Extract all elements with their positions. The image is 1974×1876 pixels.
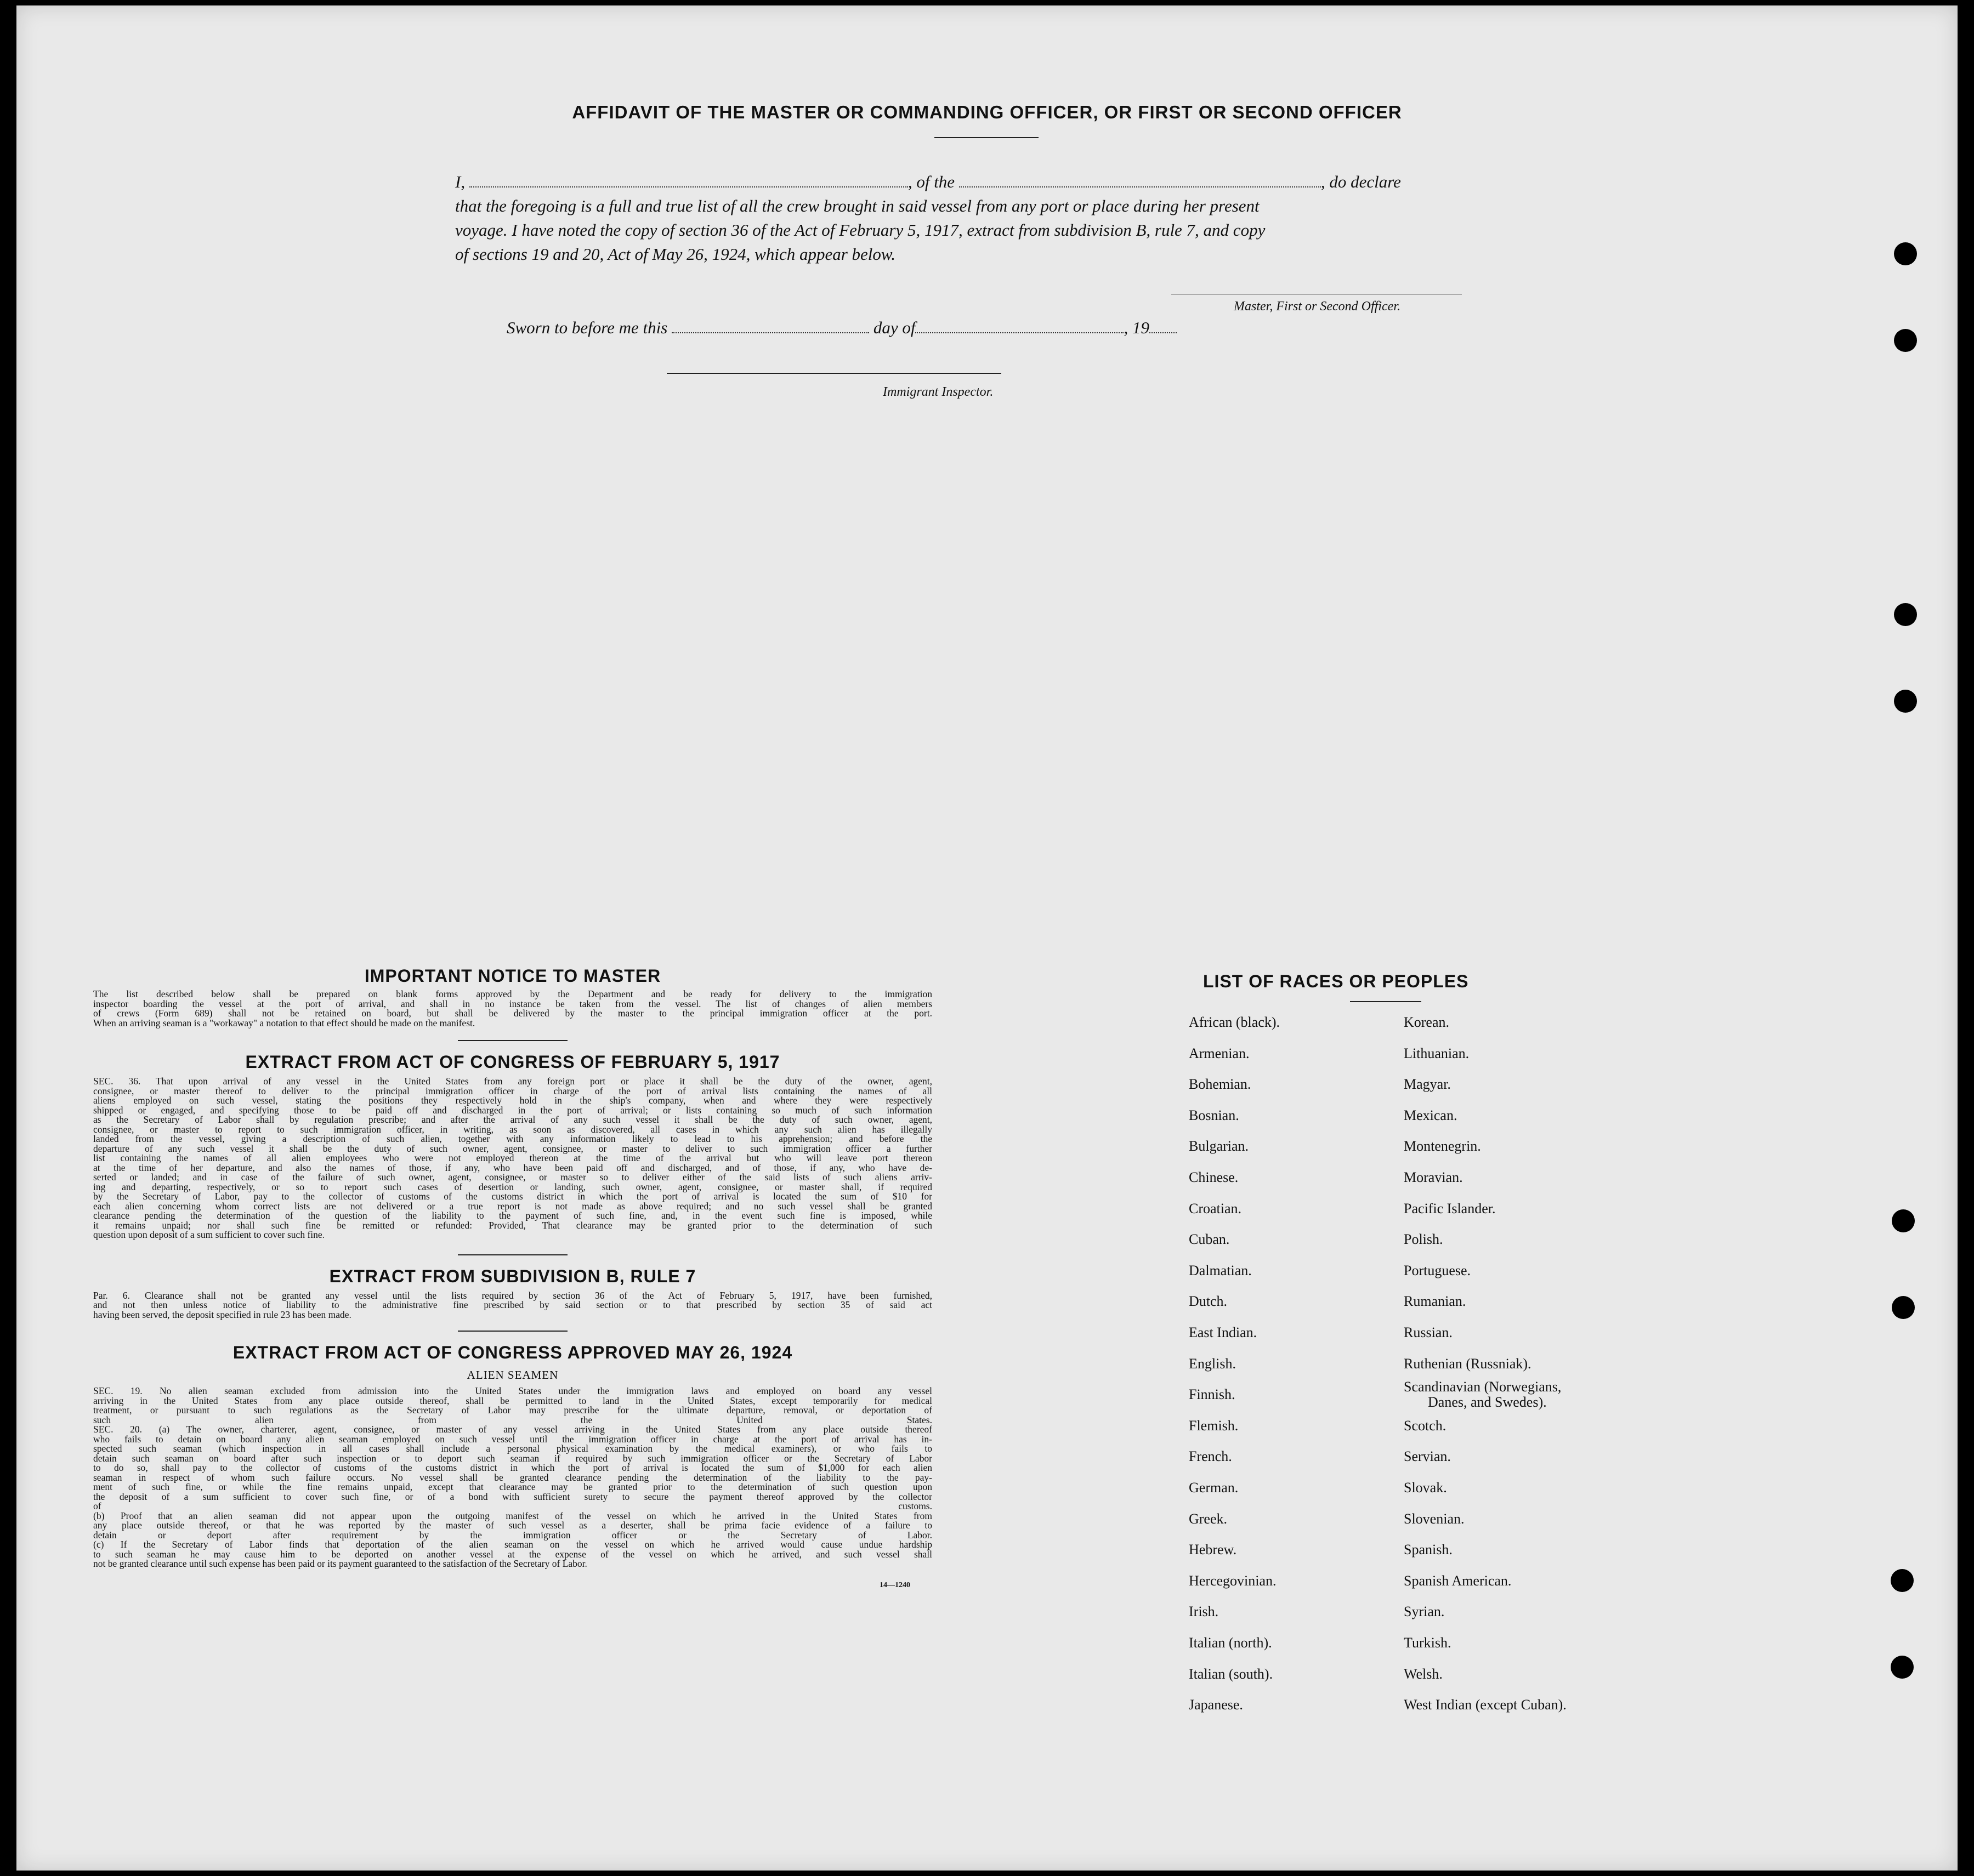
text-line: detain or deport after requirement by the immigration officer or the Secretary of Labor. xyxy=(93,1529,932,1540)
race-item: Korean. xyxy=(1404,1014,1450,1030)
race-item: Welsh. xyxy=(1404,1665,1443,1682)
act-1924-title: EXTRACT FROM ACT OF CONGRESS APPROVED MAY 26, 1924 xyxy=(232,1343,793,1362)
text-line: by the Secretary of Labor, pay to the collector of customs of the customs district in which the port of arrival is located the sum of $10 for xyxy=(93,1191,932,1202)
inspector-signature-line xyxy=(667,373,1001,374)
race-item: Turkish. xyxy=(1404,1635,1451,1651)
rule-7-title: EXTRACT FROM SUBDIVISION B, RULE 7 xyxy=(329,1266,696,1286)
text-line: of customs. xyxy=(93,1500,932,1511)
race-item: West Indian (except Cuban). xyxy=(1404,1697,1567,1713)
sworn-year-blank[interactable] xyxy=(1149,332,1177,333)
race-item: Flemish. xyxy=(1189,1417,1239,1434)
act-1917-rule xyxy=(458,1254,568,1255)
text-line: departure of any such vessel it shall be the duty of such owner, agent, consignee, or master to deliver to such immigration officer a further xyxy=(93,1142,932,1154)
act-1917-body xyxy=(93,1077,932,1240)
race-item: Rumanian. xyxy=(1404,1293,1466,1310)
race-item: Hebrew. xyxy=(1189,1542,1237,1558)
sworn-month-blank[interactable] xyxy=(915,332,1124,333)
text-line: spected such seaman (which inspection in all cases shall include a personal physical examination by the medical examiners), or who fails to xyxy=(93,1443,932,1454)
notice-title: IMPORTANT NOTICE TO MASTER xyxy=(364,966,661,986)
race-item: Montenegrin. xyxy=(1404,1138,1481,1155)
race-item: Dalmatian. xyxy=(1189,1262,1252,1278)
text-line: having been served, the deposit specified in rule 23 has been made. xyxy=(93,1309,351,1320)
punch-hole-6 xyxy=(1892,1296,1915,1319)
text-line: of crews (Form 689) shall not be retained on board, but shall be delivered by the master to the principal immigration officer at the port. xyxy=(93,1008,932,1019)
punch-hole-4 xyxy=(1894,690,1917,713)
race-item: Russian. xyxy=(1404,1324,1453,1340)
text-line: and not then unless notice of liability to the administrative fine prescribed by said section or to that prescribed by section 35 of said act xyxy=(93,1299,932,1310)
text-line: detain such seaman on board after such inspection or to deport such seaman if required by such immigration officer or the Secretary of Labor xyxy=(93,1452,932,1464)
text-line: not be granted clearance until such expense has been paid or its payment guaranteed to the satisfaction of the Secretary of Labor. xyxy=(93,1558,587,1569)
text-line: ing and departing, respectively, or so to report such cases of desertion or landing, such owner, agent, consignee, or master shall, if required xyxy=(93,1181,932,1192)
affidavit-title: AFFIDAVIT OF THE MASTER OR COMMANDING OFFICER, OR FIRST OR SECOND OFFICER xyxy=(572,102,1402,122)
race-item: Lithuanian. xyxy=(1404,1045,1470,1061)
text-line: to such seaman he may cause him to be deported on another vessel at the expense of the vessel on which he arrived, and such vessel shall xyxy=(93,1548,932,1560)
text-line: SEC. 36. That upon arrival of any vessel in the United States from any foreign port or place it shall be the duty of the owner, agent, xyxy=(93,1076,932,1087)
text-line: When an arriving seaman is a "workaway" a notation to that effect should be made on the manifest. xyxy=(93,1017,475,1028)
race-item: Irish. xyxy=(1189,1604,1219,1620)
race-item: Japanese. xyxy=(1189,1697,1243,1713)
notice-body xyxy=(93,990,932,1028)
text-line: clearance pending the determination of the question of the liability to the payment of such fine, and, in the event such fine is imposed, while xyxy=(93,1210,932,1221)
text-line: The list described below shall be prepared on blank forms approved by the Department and be ready for delivery to the immigration xyxy=(93,988,932,999)
text-line: seaman in respect of whom such failure occurs. No vessel shall be granted clearance pending the determination of the liability to the pay- xyxy=(93,1471,932,1483)
affidavit-title-rule xyxy=(934,137,1039,138)
master-signature-label: Master, First or Second Officer. xyxy=(1234,299,1400,314)
notice-rule xyxy=(458,1040,568,1041)
race-item: Bosnian. xyxy=(1189,1107,1239,1123)
act-1924-subtitle: ALIEN SEAMEN xyxy=(467,1368,559,1382)
race-item: Finnish. xyxy=(1189,1386,1235,1403)
race-item: Slovak. xyxy=(1404,1480,1447,1496)
race-item: Armenian. xyxy=(1189,1045,1250,1061)
affidavit-line-4: of sections 19 and 20, Act of May 26, 1924, which appear below. xyxy=(455,245,896,264)
text-line: aliens employed on such vessel, stating the positions they respectively hold in the ship's company, when and where they were respectively xyxy=(93,1095,932,1106)
form-number: 14—1240 xyxy=(880,1581,910,1589)
race-item: Scandinavian (Norwegians, xyxy=(1404,1379,1562,1395)
race-item: Bulgarian. xyxy=(1189,1138,1249,1155)
sworn-line: Sworn to before me this day of , 19 xyxy=(507,316,1177,340)
race-item: Portuguese. xyxy=(1404,1262,1471,1278)
text-line: the deposit of a sum sufficient to cover such fine, or of a bond with sufficient surety to secure the payment thereof approved by the collector xyxy=(93,1491,932,1502)
race-item: Chinese. xyxy=(1189,1169,1239,1185)
race-item: East Indian. xyxy=(1189,1324,1257,1340)
text-line: (b) Proof that an alien seaman did not appear upon the outgoing manifest of the vessel on which he arrived in the United States from xyxy=(93,1510,932,1521)
text-line: who fails to detain on board any alien seaman employed on such vessel until the immigration officer in charge at the port of arrival has in- xyxy=(93,1433,932,1445)
race-item: Dutch. xyxy=(1189,1293,1228,1310)
affidavit-line-3: voyage. I have noted the copy of section 36 of the Act of February 5, 1917, extract from subdivision B, rule 7, and copy xyxy=(455,220,1266,240)
act-1924-body xyxy=(93,1386,932,1569)
text-line: Par. 6. Clearance shall not be granted any vessel until the lists required by section 36 of the Act of February 5, 1917, have been furnished, xyxy=(93,1289,932,1301)
text-line: to do so, shall pay to the collector of customs of the customs district in which the port of arrival is located the sum of $1,000 for each alien xyxy=(93,1462,932,1473)
races-title-rule xyxy=(1350,1001,1421,1002)
race-item: English. xyxy=(1189,1355,1236,1372)
text-line: list containing the names of all alien employees who were not employed thereon at the time of the arrival but who will leave port thereon xyxy=(93,1152,932,1163)
punch-hole-1 xyxy=(1894,242,1917,265)
punch-hole-2 xyxy=(1894,329,1917,352)
race-item: Magyar. xyxy=(1404,1076,1451,1093)
punch-hole-7 xyxy=(1891,1569,1914,1592)
race-item: French. xyxy=(1189,1448,1232,1465)
text-line: (c) If the Secretary of Labor finds that deportation of the alien seaman on the vessel on which he arrived would cause undue hardship xyxy=(93,1539,932,1550)
race-item: Moravian. xyxy=(1404,1169,1463,1185)
sworn-day-blank[interactable] xyxy=(672,332,869,333)
text-line: inspector boarding the vessel at the port of arrival, and shall in no instance be taken from the vessel. The list of changes of alien members xyxy=(93,998,932,1009)
text-line: shipped or engaged, and specifying those to be paid off and discharged in the port of arrival; or lists containing so much of such information xyxy=(93,1104,932,1116)
rule-7-rule xyxy=(458,1331,568,1332)
document-page xyxy=(16,5,1958,1871)
race-item: Spanish American. xyxy=(1404,1572,1512,1589)
text-line: at the time of her departure, and also the names of those, if any, who have been paid off and discharged, and of those, if any, who have de- xyxy=(93,1162,932,1173)
text-line: consignee, or master thereof to deliver to the principal immigration officer in charge of the port of arrival lists containing the names of all xyxy=(93,1085,932,1096)
punch-hole-3 xyxy=(1894,603,1917,626)
punch-hole-5 xyxy=(1892,1209,1915,1232)
text-line: consignee, or master to report to such immigration officer, in writing, as soon as discovered, all cases in which any such alien has illegally xyxy=(93,1123,932,1135)
legal-column xyxy=(93,966,932,1590)
race-item: Spanish. xyxy=(1404,1542,1453,1558)
text-line: any place outside thereof, or that he was reported by the master of such vessel as a deserter, shall be prima facie evidence of a failure to xyxy=(93,1520,932,1531)
act-1917-title: EXTRACT FROM ACT OF CONGRESS OF FEBRUARY 5, 1917 xyxy=(245,1052,780,1072)
text-line: it remains unpaid; nor shall such fine be remitted or refunded: Provided, That clearance may be granted prior to the determination of such xyxy=(93,1219,932,1231)
vessel-blank[interactable] xyxy=(959,186,1321,187)
inspector-signature-label: Immigrant Inspector. xyxy=(883,385,994,399)
race-item: Servian. xyxy=(1404,1448,1451,1465)
race-item: Pacific Islander. xyxy=(1404,1200,1496,1216)
text-line: such alien from the United States. xyxy=(93,1414,932,1425)
race-item: Syrian. xyxy=(1404,1604,1445,1620)
text-line: each alien concerning whom correct lists are not delivered or a true report is not made as above required; and no such vessel shall be granted xyxy=(93,1200,932,1212)
race-item: Cuban. xyxy=(1189,1231,1230,1248)
race-item: Greek. xyxy=(1189,1510,1228,1527)
affidavit-line-1: I, , of the , do declare xyxy=(455,172,1401,191)
text-line: SEC. 19. No alien seaman excluded from admission into the United States under the immigration laws and employed on board any vessel xyxy=(93,1385,932,1396)
text-line: as the Secretary of Labor shall by regulation prescribe; and after the arrival of any such vessel it shall be the duty of such owner, agent, xyxy=(93,1114,932,1125)
race-item: African (black). xyxy=(1189,1014,1280,1030)
race-item: Italian (north). xyxy=(1189,1635,1272,1651)
text-line: landed from the vessel, giving a description of such alien, together with any information likely to lead to his apprehension; and before the xyxy=(93,1133,932,1144)
race-item: Polish. xyxy=(1404,1231,1443,1248)
punch-hole-8 xyxy=(1891,1656,1914,1679)
race-item-continuation: Danes, and Swedes). xyxy=(1428,1394,1547,1411)
text-line: serted or landed; and in case of the failure of such owner, agent, consignee, or master so to deliver either of the said lists of such aliens arriv- xyxy=(93,1172,932,1183)
race-item: Slovenian. xyxy=(1404,1510,1465,1527)
races-title: LIST OF RACES OR PEOPLES xyxy=(1203,971,1469,991)
race-item: Ruthenian (Russniak). xyxy=(1404,1355,1531,1372)
race-item: Hercegovinian. xyxy=(1189,1572,1277,1589)
race-item: Bohemian. xyxy=(1189,1076,1251,1093)
race-item: German. xyxy=(1189,1480,1239,1496)
name-blank[interactable] xyxy=(469,186,908,187)
race-item: Italian (south). xyxy=(1189,1665,1273,1682)
text-line: treatment, or pursuant to such regulations as the Secretary of Labor may prescribe for the ultimate departure, removal, or deportation of xyxy=(93,1405,932,1415)
affidavit-body xyxy=(455,170,1552,266)
race-item: Croatian. xyxy=(1189,1200,1242,1216)
race-item: Scotch. xyxy=(1404,1417,1447,1434)
rule-7-body xyxy=(93,1291,932,1320)
text-line: ment of such fine, or while the fine remains unpaid, except that clearance may be granted prior to the determination of such question upon xyxy=(93,1481,932,1492)
text-line: question upon deposit of a sum sufficient to cover such fine. xyxy=(93,1229,325,1240)
text-line: SEC. 20. (a) The owner, charterer, agent, consignee, or master of any vessel arriving in the United States from any place outside thereof xyxy=(93,1424,932,1435)
text-line: arriving in the United States from any place outside thereof, shall be permitted to land in the United States, except temporarily for medical xyxy=(93,1395,932,1406)
race-item: Mexican. xyxy=(1404,1107,1457,1123)
affidavit-line-2: that the foregoing is a full and true list of all the crew brought in said vessel from any port or place during her present xyxy=(455,196,1260,215)
